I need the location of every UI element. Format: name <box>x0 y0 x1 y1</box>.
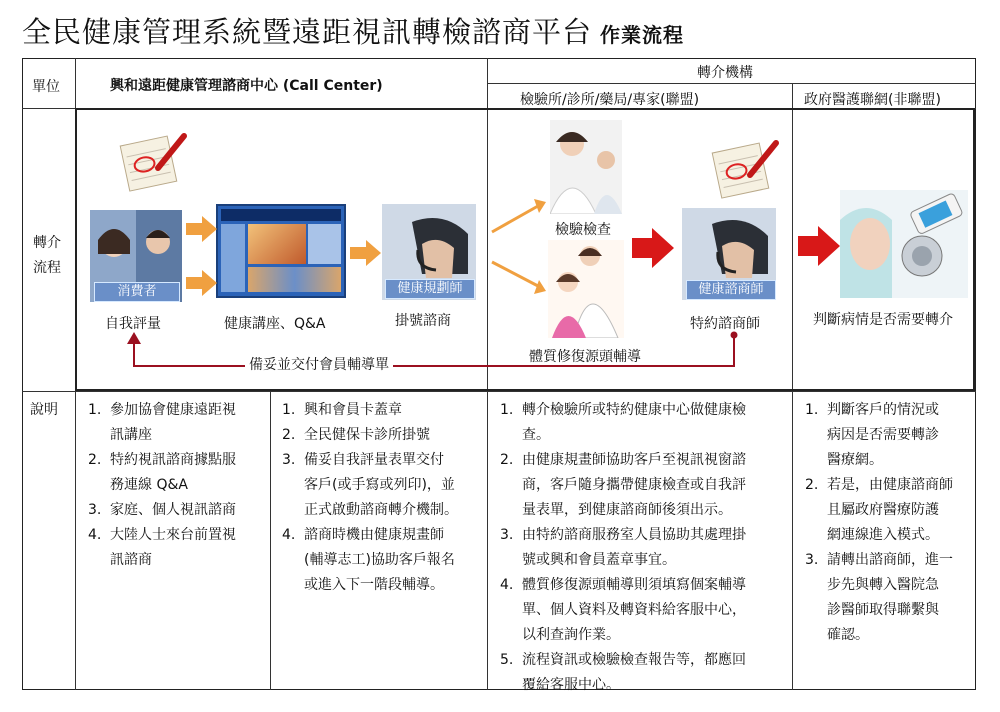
desc-list-item <box>496 448 788 523</box>
desc-item-number: 2. <box>88 452 102 468</box>
row-label-desc: 說明 <box>30 402 58 418</box>
desc-list-item <box>84 523 264 573</box>
desc-item-line: 病因是否需要轉診 <box>827 427 939 443</box>
desc-item-line: 判斷客戶的情況或 <box>827 402 939 418</box>
return-label: 備妥並交付會員輔導單 <box>245 354 393 374</box>
desc-item-line: 訊講座 <box>110 427 152 443</box>
desc-item-line: 步先與轉入醫院急 <box>827 577 939 593</box>
desc-item-line: 以利查詢作業。 <box>522 627 620 643</box>
desc-item-number: 1. <box>805 402 819 418</box>
desc-item-number: 4. <box>500 577 514 593</box>
desc-item-number: 1. <box>88 402 102 418</box>
header-unit: 單位 <box>32 79 60 95</box>
notepad-pen-icon <box>114 128 188 194</box>
desc-list-item <box>496 523 788 573</box>
desc-item-number: 2. <box>805 477 819 493</box>
orange-diagonal-arrow-icon <box>490 196 548 236</box>
lecture-label: 健康講座、Q&A <box>224 316 326 332</box>
desc-item-line: 號或興和會員蓋章事宜。 <box>522 552 676 568</box>
exam-label: 檢驗檢查 <box>555 222 611 238</box>
desc-item-line: 家庭、個人視訊諮商 <box>110 502 236 518</box>
desc-item-line: 大陸人士來台前置視 <box>110 527 236 543</box>
desc-list-gov-network <box>801 398 973 648</box>
doctor-image <box>550 120 622 214</box>
judge-label: 判斷病情是否需要轉介 <box>813 312 953 328</box>
desc-item-number: 3. <box>282 452 296 468</box>
return-flow-line <box>120 328 750 378</box>
desc-list-item <box>801 398 973 473</box>
desc-list-item <box>496 398 788 448</box>
desc-item-line: 正式啟動諮商轉介機制。 <box>304 502 458 518</box>
desc-item-number: 1. <box>282 402 296 418</box>
desc-item-line: 且屬政府醫療防護 <box>827 502 939 518</box>
desc-item-line: 量表單，到健康諮商師後須出示。 <box>522 502 732 518</box>
desc-list-item <box>496 648 788 698</box>
page-title-suffix: 作業流程 <box>600 23 685 47</box>
desc-item-line: 由健康規畫師協助客戶至視訊視窗諮 <box>522 452 746 468</box>
desc-list-item <box>496 573 788 648</box>
desc-item-line: 若是，由健康諮商師 <box>827 477 953 493</box>
desc-item-number: 1. <box>500 402 514 418</box>
desc-list-item <box>84 498 264 523</box>
exam-doctor-photo <box>550 120 622 214</box>
desc-list-item <box>84 398 264 448</box>
desc-list-referral-clinics <box>496 398 788 698</box>
desc-item-number: 2. <box>500 452 514 468</box>
desc-list-item <box>278 448 484 523</box>
desc-item-line: 單、個人資料及轉資料給客服中心， <box>522 602 746 618</box>
desc-item-number: 3. <box>805 552 819 568</box>
desc-item-line: 或進入下一階段輔導。 <box>304 577 444 593</box>
desc-item-line: 查。 <box>522 427 550 443</box>
desc-item-line: 診醫師取得聯繫與 <box>827 602 939 618</box>
grid-line <box>22 391 976 392</box>
desc-list-item <box>278 423 484 448</box>
fix-label: 體質修復源頭輔導 <box>529 349 641 365</box>
page-title-main: 全民健康管理系統暨遠距視訊轉檢諮商平台 <box>22 15 593 49</box>
register-label: 掛號諮商 <box>395 313 451 329</box>
red-arrow-icon <box>632 228 674 268</box>
desc-item-line: 客戶(或手寫或列印)，並 <box>304 477 455 493</box>
self-eval-label: 自我評量 <box>105 316 161 332</box>
desc-list-item <box>278 523 484 598</box>
doctor-stethoscope-image <box>840 190 968 298</box>
desc-item-number: 5. <box>500 652 514 668</box>
desc-item-line: 備妥自我評量表單交付 <box>304 452 444 468</box>
desc-item-line: 諮商時機由健康規畫師 <box>304 527 444 543</box>
row-label-flow-1: 轉介 <box>33 235 61 251</box>
row-label-flow-2: 流程 <box>33 260 61 276</box>
desc-item-line: (輔導志工)協助客戶報名 <box>304 552 455 568</box>
desc-list-item <box>278 398 484 423</box>
desc-item-line: 請轉出諮商師，進一 <box>827 552 953 568</box>
consumer-caption: 消費者 <box>94 282 180 302</box>
orange-arrow-icon <box>186 268 218 298</box>
desc-list-center-services <box>84 398 264 573</box>
orange-arrow-icon <box>350 238 382 268</box>
judge-photo <box>840 190 968 298</box>
desc-item-line: 醫療網。 <box>827 452 883 468</box>
grid-line <box>270 391 271 690</box>
desc-item-line: 體質修復源頭輔導則須填寫個案輔導 <box>522 577 746 593</box>
desc-item-line: 流程資訊或檢驗檢查報告等，都應回 <box>522 652 746 668</box>
desc-item-line: 網連線進入模式。 <box>827 527 939 543</box>
desc-item-line: 參加協會健康遠距視 <box>110 402 236 418</box>
orange-arrow-icon <box>186 214 218 244</box>
contract-label: 特約諮商師 <box>690 316 760 332</box>
notepad-pen-icon <box>706 135 780 201</box>
desc-item-number: 4. <box>282 527 296 543</box>
header-center: 興和遠距健康管理諮商中心 (Call Center) <box>110 78 383 94</box>
desc-list-item <box>801 548 973 648</box>
desc-item-number: 2. <box>282 427 296 443</box>
page-title <box>22 10 684 51</box>
desc-item-line: 由特約諮商服務室人員協助其處理掛 <box>522 527 746 543</box>
header-referral: 轉介機構 <box>697 65 753 81</box>
mother-child-image <box>548 240 624 338</box>
desc-item-line: 全民健保卡診所掛號 <box>304 427 430 443</box>
grid-line <box>487 83 976 84</box>
desc-item-line: 商，客戶隨身攜帶健康檢查或自我評 <box>522 477 746 493</box>
desc-item-line: 確認。 <box>827 627 869 643</box>
desc-item-number: 3. <box>500 527 514 543</box>
desc-item-line: 特約視訊諮商據點服 <box>110 452 236 468</box>
desc-item-number: 4. <box>88 527 102 543</box>
desc-list-registration <box>278 398 484 598</box>
planner-caption: 健康規劃師 <box>385 279 475 299</box>
red-arrow-icon <box>798 226 840 266</box>
orange-diagonal-arrow-icon <box>490 258 548 298</box>
desc-item-line: 訊諮商 <box>110 552 152 568</box>
consultant-caption: 健康諮商師 <box>686 280 776 300</box>
lecture-webpage-image <box>216 204 346 298</box>
desc-list-item <box>801 473 973 548</box>
desc-item-number: 3. <box>88 502 102 518</box>
header-gov: 政府醫護聯網(非聯盟) <box>804 92 941 108</box>
header-clinics: 檢驗所/診所/藥局/專家(聯盟) <box>520 92 700 108</box>
desc-item-line: 興和會員卡蓋章 <box>304 402 402 418</box>
desc-item-line: 務連線 Q&A <box>110 477 188 493</box>
desc-list-item <box>84 448 264 498</box>
desc-item-line: 轉介檢驗所或特約健康中心做健康檢 <box>522 402 746 418</box>
fix-consult-photo <box>548 240 624 338</box>
desc-item-line: 覆給客服中心。 <box>522 677 620 693</box>
